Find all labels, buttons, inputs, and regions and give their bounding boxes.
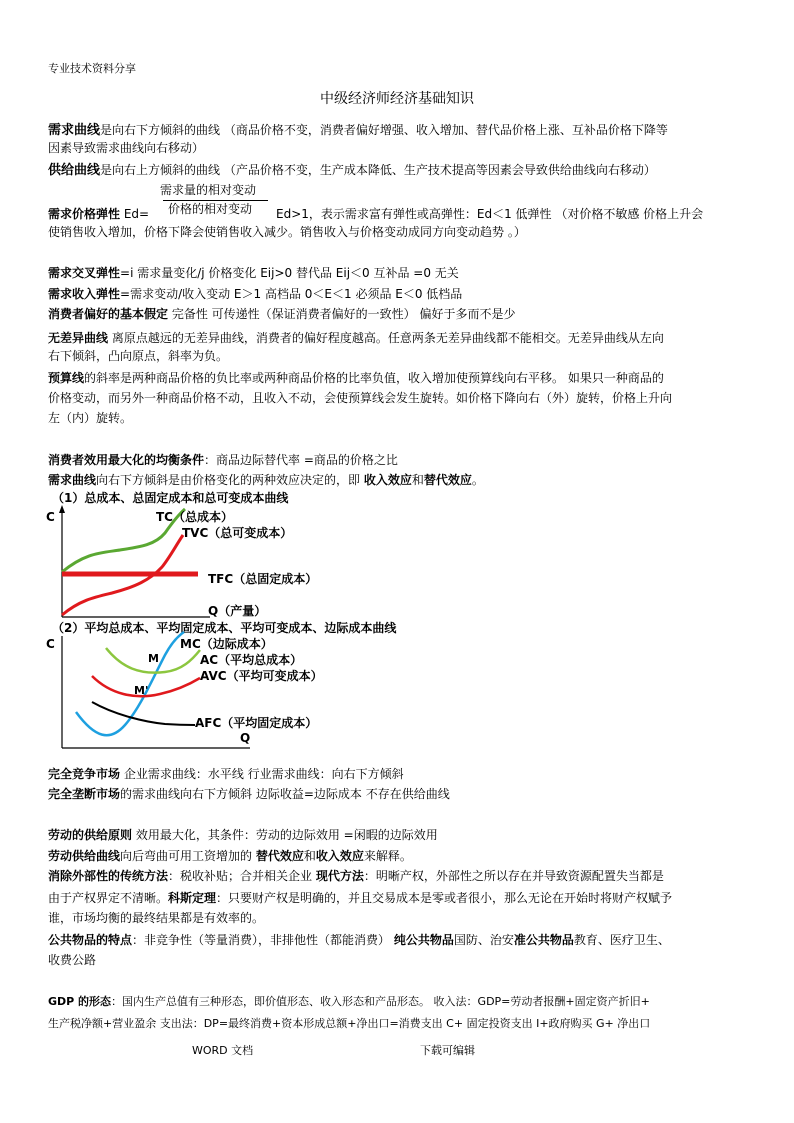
tfc-label: TFC（总固定成本） — [208, 572, 318, 586]
budget-line2: 价格变动，而另外一种商品价格不动，且收入不动，会使预算线会发生旋转。如价格下降向右（外）旋转，价格上升向 — [48, 391, 673, 405]
avc-label: AVC（平均可变成本） — [200, 669, 323, 683]
elasticity-line2: 使销售收入增加，价格下降会使销售收入减少。销售收入与价格变动成同方向变动趋势 。） — [48, 225, 526, 239]
budget-line1: 预算线的斜率是两种商品价格的负比率或两种商品价格的比率负值，收入增加使预算线向右平移。 如果只一种商品的 — [48, 371, 664, 385]
chart2-x-label: Q — [240, 731, 251, 745]
point-m: M — [148, 652, 159, 665]
page-header: 专业技术资料分享 — [48, 62, 136, 75]
labor-curve: 劳动供给曲线向后弯曲可用工资增加的 替代效应和收入效应来解释。 — [48, 849, 412, 863]
average-cost-chart — [40, 630, 360, 752]
mc-label: MC（边际成本） — [180, 637, 273, 651]
elasticity-denominator: 价格的相对变动 — [168, 202, 253, 216]
footer-right: 下载可编辑 — [420, 1044, 475, 1057]
utility-max: 消费者效用最大化的均衡条件：商品边际替代率 =商品的价格之比 — [48, 453, 398, 467]
elasticity-line1-right: Ed>1，表示需求富有弹性或高弹性：Ed＜1 低弹性 （对价格不敏感 价格上升会 — [276, 207, 704, 221]
indifference-line1: 无差异曲线 离原点越远的无差异曲线，消费者的偏好程度越高。任意两条无差异曲线都不能相交。无差异曲线从左向 — [48, 331, 664, 345]
demand-curve-line1: 需求曲线是向右下方倾斜的曲线 （商品价格不变，消费者偏好增强、收入增加、替代品价格上涨、互补品价格下降等 — [48, 123, 668, 138]
gdp-line2: 生产税净额+营业盈余 支出法：DP=最终消费+资本形成总额+净出口=消费支出 C+ 固定投资支出 I+政府购买 G+ 净出口 — [48, 1017, 651, 1030]
supply-curve-line: 供给曲线是向右上方倾斜的曲线 （产品价格不变，生产成本降低、生产技术提高等因素会导致供给曲线向右移动） — [48, 163, 656, 178]
chart1-y-label: C — [46, 510, 55, 524]
labor-supply: 劳动的供给原则 效用最大化，其条件：劳动的边际效用 =闲暇的边际效用 — [48, 828, 438, 842]
chart1-y-arrow — [59, 505, 65, 513]
footer-left: WORD 文档 — [192, 1044, 254, 1057]
chart2-heading: （2）平均总成本、平均固定成本、平均可变成本、边际成本曲线 — [52, 621, 397, 635]
page-title: 中级经济师经济基础知识 — [320, 91, 474, 107]
income-elasticity: 需求收入弹性=需求变动/收入变动 E＞1 高档品 0＜E＜1 必须品 E＜0 低档品 — [48, 287, 463, 301]
externality-line2: 由于产权界定不清晰。科斯定理：只要财产权是明确的，并且交易成本是零或者很小，那么无论在开始时将财产权赋予 — [48, 891, 673, 905]
cross-elasticity: 需求交叉弹性=i 需求量变化/j 价格变化 Eij>0 替代品 Eij＜0 互补品 =0 无关 — [48, 266, 459, 280]
demand-curve-line2: 因素导致需求曲线向右移动） — [48, 141, 205, 155]
perfect-competition: 完全竞争市场 企业需求曲线：水平线 行业需求曲线：向右下方倾斜 — [48, 767, 404, 781]
chart1-x-label: Q（产量） — [208, 604, 267, 618]
total-cost-chart — [40, 505, 380, 623]
elasticity-numerator: 需求量的相对变动 — [160, 183, 257, 197]
demand-effects: 需求曲线向右下方倾斜是由价格变化的两种效应决定的，即 收入效应和替代效应。 — [48, 473, 484, 487]
tvc-label: TVC（总可变成本） — [182, 526, 293, 540]
public-goods-line2: 收费公路 — [48, 953, 97, 967]
mc-curve — [76, 632, 184, 735]
afc-label: AFC（平均固定成本） — [195, 716, 318, 730]
elasticity-line1-left: 需求价格弹性 Ed= — [48, 207, 150, 221]
budget-line3: 左（内）旋转。 — [48, 411, 133, 425]
externality-line3: 谁，市场均衡的最终结果都是有效率的。 — [48, 911, 265, 925]
afc-curve — [92, 702, 195, 725]
gdp-line1: GDP 的形态：国内生产总值有三种形态，即价值形态、收入形态和产品形态。 收入法：GDP=劳动者报酬+固定资产折旧+ — [48, 995, 650, 1008]
consumer-preference: 消费者偏好的基本假定 完备性 可传递性（保证消费者偏好的一致性） 偏好于多而不是少 — [48, 307, 516, 321]
point-m-prime: M' — [134, 684, 149, 697]
chart1-heading: （1）总成本、总固定成本和总可变成本曲线 — [52, 491, 289, 505]
tc-label: TC（总成本） — [156, 510, 233, 524]
chart2-y-label: C — [46, 637, 55, 651]
ac-label: AC（平均总成本） — [200, 653, 303, 667]
monopoly: 完全垄断市场的需求曲线向右下方倾斜 边际收益=边际成本 不存在供给曲线 — [48, 787, 450, 801]
externality-line1: 消除外部性的传统方法：税收补贴；合并相关企业 现代方法：明晰产权，外部性之所以存在并导致资源配置失当都是 — [48, 869, 664, 883]
public-goods-line1: 公共物品的特点：非竞争性（等量消费），非排他性（都能消费） 纯公共物品国防、治安准公共物品教育、医疗卫生、 — [48, 933, 670, 947]
indifference-line2: 右下倾斜，凸向原点，斜率为负。 — [48, 349, 229, 363]
